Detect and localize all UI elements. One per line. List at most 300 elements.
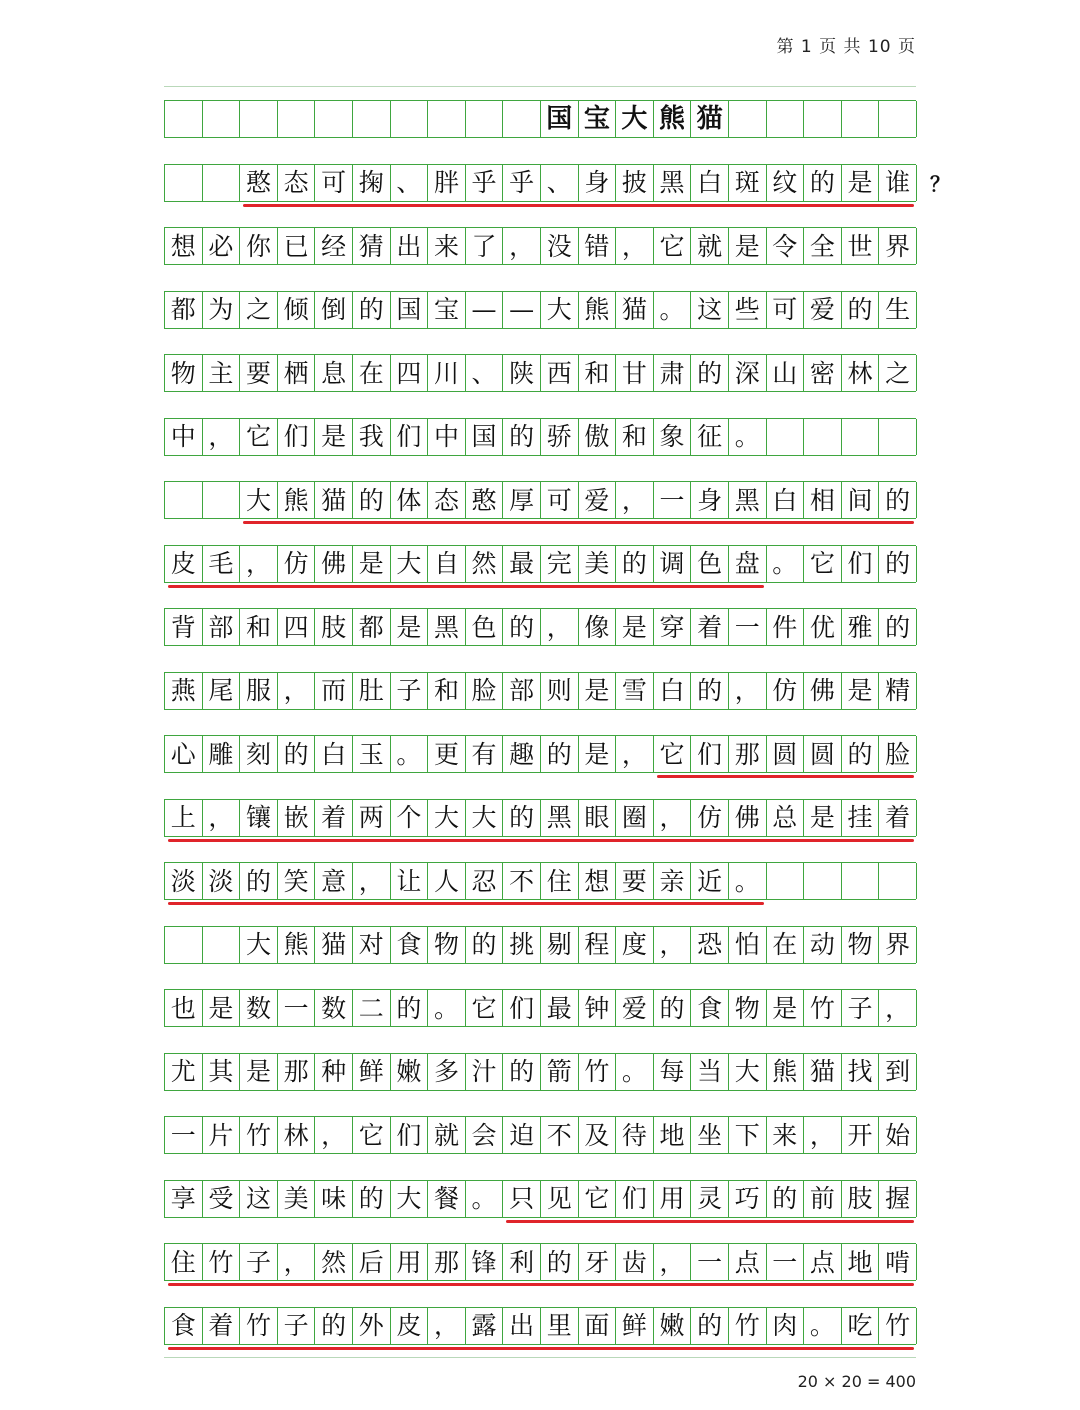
grid-cell: 相 bbox=[804, 482, 842, 518]
grid-cell: 的 bbox=[503, 419, 541, 455]
grid-cell: 件 bbox=[767, 609, 805, 645]
grid-cell: 们 bbox=[616, 1181, 654, 1217]
grid-cell: 色 bbox=[466, 609, 504, 645]
grid-cell: 爱 bbox=[804, 292, 842, 328]
grid-cell: 们 bbox=[391, 1117, 429, 1153]
grid-cell: 心 bbox=[165, 736, 203, 772]
grid-cell: 肢 bbox=[315, 609, 353, 645]
grid-cell: 牙 bbox=[579, 1244, 617, 1280]
grid-cell: 。 bbox=[466, 1181, 504, 1217]
grid-cell: 熊 bbox=[278, 482, 316, 518]
title-row bbox=[164, 100, 916, 138]
grid-cell: 的 bbox=[691, 355, 729, 391]
grid-cell: 肃 bbox=[654, 355, 692, 391]
grid-cell: 利 bbox=[503, 1244, 541, 1280]
grid-cell: 憨 bbox=[240, 165, 278, 201]
grid-cell: 全 bbox=[804, 228, 842, 264]
grid-cell: 佛 bbox=[315, 546, 353, 582]
grid-cell: 雕 bbox=[203, 736, 241, 772]
grid-cell bbox=[203, 927, 241, 963]
grid-cell: 美 bbox=[579, 546, 617, 582]
grid-cell: 也 bbox=[165, 990, 203, 1026]
grid-cell: 来 bbox=[428, 228, 466, 264]
grid-cell: 鲜 bbox=[616, 1308, 654, 1344]
grid-cell: 受 bbox=[203, 1181, 241, 1217]
grid-cell: 它 bbox=[353, 1117, 391, 1153]
grid-cell: 了 bbox=[466, 228, 504, 264]
grid-cell: 食 bbox=[691, 990, 729, 1026]
grid-cell: 尾 bbox=[203, 673, 241, 709]
grid-cell: 界 bbox=[879, 228, 917, 264]
grid-cell: 灵 bbox=[691, 1181, 729, 1217]
grid-cell: 中 bbox=[165, 419, 203, 455]
grid-cell: 的 bbox=[315, 1308, 353, 1344]
grid-cell: 都 bbox=[353, 609, 391, 645]
grid-cell: 。 bbox=[767, 546, 805, 582]
grid-row bbox=[164, 481, 916, 519]
grid-cell: 地 bbox=[654, 1117, 692, 1153]
grid-cell: 大 bbox=[240, 927, 278, 963]
grid-cell bbox=[203, 482, 241, 518]
grid-cell: 竹 bbox=[879, 1308, 917, 1344]
grid-cell: 错 bbox=[579, 228, 617, 264]
grid-cell: 猫 bbox=[315, 482, 353, 518]
grid-cell: 熊 bbox=[654, 101, 692, 137]
grid-cell: 佛 bbox=[804, 673, 842, 709]
grid-cell bbox=[767, 101, 805, 137]
grid-cell: 上 bbox=[165, 800, 203, 836]
grid-cell bbox=[879, 101, 917, 137]
grid-cell: ， bbox=[278, 1244, 316, 1280]
grid-cell: 当 bbox=[691, 1054, 729, 1090]
grid-cell: 间 bbox=[842, 482, 880, 518]
grid-cell: 那 bbox=[729, 736, 767, 772]
grid-cell: 一 bbox=[165, 1117, 203, 1153]
grid-cell: 主 bbox=[203, 355, 241, 391]
grid-cell: 淡 bbox=[203, 863, 241, 899]
grid-cell: 用 bbox=[391, 1244, 429, 1280]
grid-cell: 大 bbox=[428, 800, 466, 836]
grid-cell: 是 bbox=[579, 673, 617, 709]
grid-cell: 穿 bbox=[654, 609, 692, 645]
grid-count-footer: 20 × 20 = 400 bbox=[797, 1372, 916, 1391]
grid-cell: 像 bbox=[579, 609, 617, 645]
grid-cell: 可 bbox=[315, 165, 353, 201]
grid-cell: ， bbox=[879, 990, 917, 1026]
grid-cell: 个 bbox=[391, 800, 429, 836]
grid-cell bbox=[165, 101, 203, 137]
grid-cell: 的 bbox=[503, 800, 541, 836]
grid-row bbox=[164, 735, 916, 773]
grid-cell: 不 bbox=[541, 1117, 579, 1153]
grid-cell: 要 bbox=[616, 863, 654, 899]
grid-cell: 的 bbox=[616, 546, 654, 582]
grid-cell: 后 bbox=[353, 1244, 391, 1280]
grid-cell: 就 bbox=[428, 1117, 466, 1153]
grid-cell: 到 bbox=[879, 1054, 917, 1090]
grid-row bbox=[164, 1116, 916, 1154]
grid-cell: 。 bbox=[428, 990, 466, 1026]
grid-cell: 征 bbox=[691, 419, 729, 455]
grid-cell: 体 bbox=[391, 482, 429, 518]
grid-cell: 林 bbox=[278, 1117, 316, 1153]
grid-cell: 猫 bbox=[691, 101, 729, 137]
grid-cell: 憨 bbox=[466, 482, 504, 518]
grid-cell: 为 bbox=[203, 292, 241, 328]
grid-cell: ， bbox=[616, 736, 654, 772]
grid-cell: 多 bbox=[428, 1054, 466, 1090]
grid-cell: 部 bbox=[203, 609, 241, 645]
grid-cell: 猫 bbox=[616, 292, 654, 328]
grid-cell bbox=[842, 101, 880, 137]
grid-cell: 四 bbox=[391, 355, 429, 391]
grid-cell: 大 bbox=[466, 800, 504, 836]
grid-cell: 脸 bbox=[466, 673, 504, 709]
grid-row bbox=[164, 354, 916, 392]
grid-cell: 大 bbox=[391, 546, 429, 582]
grid-cell: ， bbox=[503, 228, 541, 264]
grid-cell: ， bbox=[428, 1308, 466, 1344]
grid-cell: 爱 bbox=[579, 482, 617, 518]
grid-cell bbox=[767, 863, 805, 899]
grid-cell: 在 bbox=[353, 355, 391, 391]
grid-cell bbox=[842, 419, 880, 455]
grid-cell: 见 bbox=[541, 1181, 579, 1217]
grid-cell: 毛 bbox=[203, 546, 241, 582]
grid-cell: 没 bbox=[541, 228, 579, 264]
grid-cell: 的 bbox=[879, 546, 917, 582]
grid-cell: 眼 bbox=[579, 800, 617, 836]
grid-cell: 怕 bbox=[729, 927, 767, 963]
grid-cell bbox=[165, 482, 203, 518]
grid-cell: 更 bbox=[428, 736, 466, 772]
grid-cell: 圆 bbox=[767, 736, 805, 772]
grid-cell: 嫩 bbox=[654, 1308, 692, 1344]
page-number-header: 第 1 页 共 10 页 bbox=[776, 37, 916, 57]
grid-cell bbox=[203, 101, 241, 137]
grid-cell: 陕 bbox=[503, 355, 541, 391]
grid-cell: 的 bbox=[654, 990, 692, 1026]
grid-cell: 的 bbox=[353, 292, 391, 328]
grid-cell: 生 bbox=[879, 292, 917, 328]
grid-cell: 子 bbox=[278, 1308, 316, 1344]
grid-cell: — bbox=[503, 292, 541, 328]
grid-cell: 的 bbox=[391, 990, 429, 1026]
grid-cell: 大 bbox=[729, 1054, 767, 1090]
grid-cell: 露 bbox=[466, 1308, 504, 1344]
grid-cell: 它 bbox=[240, 419, 278, 455]
grid-cell: 仿 bbox=[691, 800, 729, 836]
red-underline bbox=[243, 204, 914, 207]
grid-cell: 胖 bbox=[428, 165, 466, 201]
grid-cell: 二 bbox=[353, 990, 391, 1026]
grid-cell: 完 bbox=[541, 546, 579, 582]
grid-cell: 圈 bbox=[616, 800, 654, 836]
grid-cell bbox=[165, 165, 203, 201]
grid-cell: 和 bbox=[240, 609, 278, 645]
grid-cell: 黑 bbox=[729, 482, 767, 518]
grid-cell: 的 bbox=[278, 736, 316, 772]
grid-cell: 。 bbox=[616, 1054, 654, 1090]
grid-cell: 巧 bbox=[729, 1181, 767, 1217]
grid-cell: 度 bbox=[616, 927, 654, 963]
grid-cell: 这 bbox=[691, 292, 729, 328]
grid-cell: 肉 bbox=[767, 1308, 805, 1344]
grid-cell: 刻 bbox=[240, 736, 278, 772]
grid-cell: 是 bbox=[353, 546, 391, 582]
grid-row bbox=[164, 799, 916, 837]
grid-cell: 物 bbox=[165, 355, 203, 391]
grid-cell: 它 bbox=[654, 736, 692, 772]
grid-cell: 笑 bbox=[278, 863, 316, 899]
grid-cell: 意 bbox=[315, 863, 353, 899]
grid-cell: 们 bbox=[278, 419, 316, 455]
grid-cell: 的 bbox=[466, 927, 504, 963]
red-underline bbox=[168, 1283, 914, 1286]
grid-cell: ， bbox=[654, 800, 692, 836]
grid-cell: 爱 bbox=[616, 990, 654, 1026]
grid-cell: 和 bbox=[428, 673, 466, 709]
grid-row bbox=[164, 545, 916, 583]
grid-cell bbox=[503, 101, 541, 137]
grid-cell: 最 bbox=[503, 546, 541, 582]
grid-cell bbox=[353, 101, 391, 137]
grid-cell bbox=[767, 419, 805, 455]
grid-cell: 谁 bbox=[879, 165, 917, 201]
grid-cell: 会 bbox=[466, 1117, 504, 1153]
grid-cell: 剔 bbox=[541, 927, 579, 963]
grid-cell: ， bbox=[654, 1244, 692, 1280]
grid-cell bbox=[466, 101, 504, 137]
grid-cell: 和 bbox=[579, 355, 617, 391]
grid-cell: 竹 bbox=[240, 1117, 278, 1153]
grid-cell: 部 bbox=[503, 673, 541, 709]
grid-cell: 雪 bbox=[616, 673, 654, 709]
grid-cell: 始 bbox=[879, 1117, 917, 1153]
grid-cell: 燕 bbox=[165, 673, 203, 709]
grid-cell: 来 bbox=[767, 1117, 805, 1153]
grid-cell: 的 bbox=[503, 609, 541, 645]
grid-cell: 界 bbox=[879, 927, 917, 963]
overflow-question-mark: ？ bbox=[930, 172, 950, 196]
grid-cell: 的 bbox=[541, 736, 579, 772]
grid-cell bbox=[391, 101, 429, 137]
grid-cell: 世 bbox=[842, 228, 880, 264]
grid-cell: 大 bbox=[616, 101, 654, 137]
grid-cell: 尤 bbox=[165, 1054, 203, 1090]
grid-cell: 钟 bbox=[579, 990, 617, 1026]
grid-cell: 熊 bbox=[278, 927, 316, 963]
grid-cell: 一 bbox=[278, 990, 316, 1026]
grid-cell: ， bbox=[203, 800, 241, 836]
grid-cell: 是 bbox=[767, 990, 805, 1026]
grid-cell: 的 bbox=[691, 1308, 729, 1344]
grid-row bbox=[164, 672, 916, 710]
grid-cell: ， bbox=[804, 1117, 842, 1153]
grid-cell: 食 bbox=[391, 927, 429, 963]
grid-cell: 倒 bbox=[315, 292, 353, 328]
grid-cell bbox=[842, 863, 880, 899]
grid-cell: 挂 bbox=[842, 800, 880, 836]
grid-cell: 、 bbox=[391, 165, 429, 201]
grid-cell: 们 bbox=[391, 419, 429, 455]
grid-cell: 色 bbox=[691, 546, 729, 582]
grid-cell: ， bbox=[240, 546, 278, 582]
grid-cell: 汁 bbox=[466, 1054, 504, 1090]
grid-cell: 态 bbox=[428, 482, 466, 518]
grid-cell: 不 bbox=[503, 863, 541, 899]
grid-cell: 圆 bbox=[804, 736, 842, 772]
grid-cell: 竹 bbox=[240, 1308, 278, 1344]
grid-cell: 之 bbox=[240, 292, 278, 328]
grid-cell: 近 bbox=[691, 863, 729, 899]
grid-cell: 国 bbox=[541, 101, 579, 137]
grid-cell bbox=[804, 863, 842, 899]
grid-cell: 佛 bbox=[729, 800, 767, 836]
grid-row bbox=[164, 418, 916, 456]
grid-cell: 物 bbox=[729, 990, 767, 1026]
grid-cell: 中 bbox=[428, 419, 466, 455]
grid-row bbox=[164, 291, 916, 329]
grid-cell: 经 bbox=[315, 228, 353, 264]
grid-cell: 享 bbox=[165, 1181, 203, 1217]
grid-cell: 白 bbox=[767, 482, 805, 518]
grid-cell: 人 bbox=[428, 863, 466, 899]
grid-cell: 子 bbox=[391, 673, 429, 709]
grid-cell: 你 bbox=[240, 228, 278, 264]
grid-cell: 山 bbox=[767, 355, 805, 391]
grid-cell: 身 bbox=[691, 482, 729, 518]
grid-cell: 住 bbox=[165, 1244, 203, 1280]
grid-cell: 动 bbox=[804, 927, 842, 963]
grid-cell: 调 bbox=[654, 546, 692, 582]
grid-cell: 片 bbox=[203, 1117, 241, 1153]
grid-cell: 和 bbox=[616, 419, 654, 455]
grid-cell: 服 bbox=[240, 673, 278, 709]
grid-cell: 掬 bbox=[353, 165, 391, 201]
grid-cell: 黑 bbox=[428, 609, 466, 645]
grid-cell: 的 bbox=[879, 482, 917, 518]
grid-cell: 之 bbox=[879, 355, 917, 391]
grid-cell: 身 bbox=[579, 165, 617, 201]
grid-cell: 出 bbox=[503, 1308, 541, 1344]
grid-cell: 的 bbox=[691, 673, 729, 709]
grid-cell: 是 bbox=[203, 990, 241, 1026]
grid-cell: 。 bbox=[391, 736, 429, 772]
grid-cell: 这 bbox=[240, 1181, 278, 1217]
grid-cell: 息 bbox=[315, 355, 353, 391]
grid-cell bbox=[203, 165, 241, 201]
composition-paper bbox=[164, 86, 916, 1358]
grid-cell: 背 bbox=[165, 609, 203, 645]
grid-cell: 四 bbox=[278, 609, 316, 645]
grid-cell: 乎 bbox=[466, 165, 504, 201]
grid-cell bbox=[879, 863, 917, 899]
grid-cell: 倾 bbox=[278, 292, 316, 328]
grid-cell: 林 bbox=[842, 355, 880, 391]
grid-cell bbox=[315, 101, 353, 137]
grid-cell: 优 bbox=[804, 609, 842, 645]
grid-cell: 吃 bbox=[842, 1308, 880, 1344]
grid-cell: 数 bbox=[315, 990, 353, 1026]
grid-row bbox=[164, 608, 916, 646]
grid-row bbox=[164, 227, 916, 265]
grid-cell: 脸 bbox=[879, 736, 917, 772]
grid-cell: 的 bbox=[353, 1181, 391, 1217]
grid-cell: 都 bbox=[165, 292, 203, 328]
grid-cell: 些 bbox=[729, 292, 767, 328]
grid-cell: 两 bbox=[353, 800, 391, 836]
grid-cell: 前 bbox=[804, 1181, 842, 1217]
grid-cell: 点 bbox=[804, 1244, 842, 1280]
grid-cell: 熊 bbox=[579, 292, 617, 328]
grid-cell: 镶 bbox=[240, 800, 278, 836]
grid-cell bbox=[804, 419, 842, 455]
grid-cell: 食 bbox=[165, 1308, 203, 1344]
grid-cell: 大 bbox=[240, 482, 278, 518]
grid-cell: 是 bbox=[842, 165, 880, 201]
grid-cell: 大 bbox=[541, 292, 579, 328]
grid-cell bbox=[804, 101, 842, 137]
grid-cell: 想 bbox=[579, 863, 617, 899]
grid-cell: 让 bbox=[391, 863, 429, 899]
grid-cell: 斑 bbox=[729, 165, 767, 201]
grid-cell bbox=[428, 101, 466, 137]
red-underline bbox=[243, 521, 914, 524]
grid-cell bbox=[729, 101, 767, 137]
grid-cell: 是 bbox=[616, 609, 654, 645]
grid-cell: 猫 bbox=[804, 1054, 842, 1090]
grid-cell: 住 bbox=[541, 863, 579, 899]
grid-cell: 数 bbox=[240, 990, 278, 1026]
grid-cell: 坐 bbox=[691, 1117, 729, 1153]
grid-cell: 傲 bbox=[579, 419, 617, 455]
grid-cell: 仿 bbox=[278, 546, 316, 582]
grid-cell: ， bbox=[616, 228, 654, 264]
grid-cell: 一 bbox=[654, 482, 692, 518]
grid-cell: 然 bbox=[466, 546, 504, 582]
grid-cell: 只 bbox=[503, 1181, 541, 1217]
grid-cell: 淡 bbox=[165, 863, 203, 899]
grid-cell: 乎 bbox=[503, 165, 541, 201]
grid-cell: 精 bbox=[879, 673, 917, 709]
grid-cell: 啃 bbox=[879, 1244, 917, 1280]
grid-cell: 的 bbox=[804, 165, 842, 201]
grid-cell bbox=[278, 101, 316, 137]
grid-cell: 一 bbox=[691, 1244, 729, 1280]
grid-cell: 可 bbox=[767, 292, 805, 328]
grid-cell: 。 bbox=[804, 1308, 842, 1344]
grid-cell: 是 bbox=[804, 800, 842, 836]
grid-cell: 黑 bbox=[541, 800, 579, 836]
grid-cell: 骄 bbox=[541, 419, 579, 455]
grid-cell: 用 bbox=[654, 1181, 692, 1217]
grid-cell: 、 bbox=[541, 165, 579, 201]
grid-cell: 是 bbox=[315, 419, 353, 455]
grid-cell: 的 bbox=[503, 1054, 541, 1090]
grid-cell: 就 bbox=[691, 228, 729, 264]
grid-cell bbox=[165, 927, 203, 963]
grid-cell: 厚 bbox=[503, 482, 541, 518]
grid-cell: 玉 bbox=[353, 736, 391, 772]
grid-cell: 白 bbox=[315, 736, 353, 772]
grid-cell: 的 bbox=[353, 482, 391, 518]
grid-cell: 要 bbox=[240, 355, 278, 391]
grid-cell: 点 bbox=[729, 1244, 767, 1280]
grid-cell: 地 bbox=[842, 1244, 880, 1280]
grid-cell: 里 bbox=[541, 1308, 579, 1344]
grid-cell: 。 bbox=[654, 292, 692, 328]
